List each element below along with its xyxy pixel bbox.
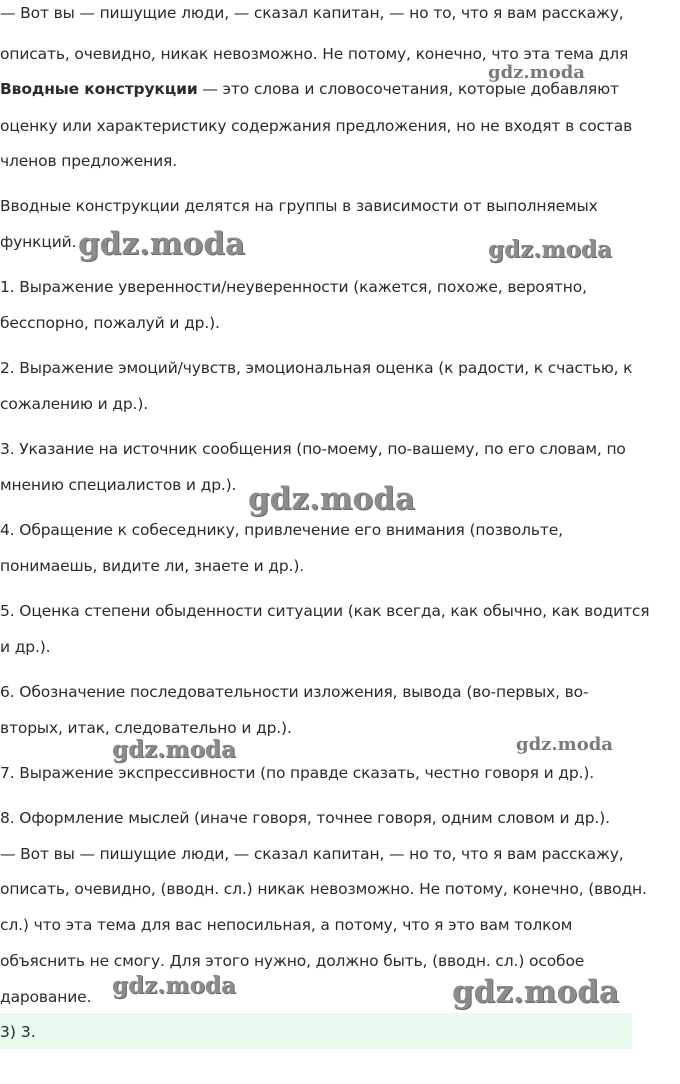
text-line: Вводные конструкции делятся на группы в зависимости от выполняемых (0, 197, 598, 215)
list-item: 8. Оформление мыслей (иначе говоря, точнее говоря, одним словом и др.). (0, 809, 610, 827)
text-line: — Вот вы — пишущие люди, — сказал капитан, — но то, что я вам расскажу, (0, 4, 624, 22)
quote-line: — Вот вы — пишущие люди, — сказал капитан, — но то, что я вам расскажу, (0, 845, 624, 863)
list-item: и др.). (0, 638, 51, 656)
list-item: 5. Оценка степени обыденности ситуации (как всегда, как обычно, как водится (0, 602, 650, 620)
watermark: gdz.moda (112, 736, 236, 763)
text-line: членов предложения. (0, 152, 178, 170)
list-item: сожалению и др.). (0, 395, 148, 413)
text-line: описать, очевидно, никак невозможно. Не потому, конечно, что эта тема для (0, 45, 629, 63)
list-item: 2. Выражение эмоций/чувств, эмоциональная оценка (к радости, к счастью, к (0, 359, 633, 377)
quote-line: сл.) что эта тема для вас непосильная, а потому, что я это вам толком (0, 916, 573, 934)
watermark: gdz.moda (488, 62, 585, 83)
quote-line: описать, очевидно, (вводн. сл.) никак невозможно. Не потому, конечно, (вводн. (0, 880, 647, 898)
watermark: gdz.moda (78, 226, 245, 262)
watermark: gdz.moda (488, 236, 612, 263)
watermark: gdz.moda (248, 481, 415, 517)
list-item: 3. Указание на источник сообщения (по-моему, по-вашему, по его словам, по (0, 440, 626, 458)
list-item: 1. Выражение уверенности/неуверенности (кажется, похоже, вероятно, (0, 278, 587, 296)
list-item: 6. Обозначение последовательности изложения, вывода (во-первых, во- (0, 683, 589, 701)
text-line: оценку или характеристику содержания предложения, но не входят в состав (0, 117, 633, 135)
list-item: 4. Обращение к собеседнику, привлечение его внимания (позвольте, (0, 521, 563, 539)
watermark: gdz.moda (452, 974, 619, 1010)
text-line: функций. (0, 233, 77, 251)
list-item: мнению специалистов и др.). (0, 476, 237, 494)
answer-text: 3) 3. (0, 1023, 36, 1041)
quote-line: объяснить не смогу. Для этого нужно, должно быть, (вводн. сл.) особое (0, 952, 585, 970)
watermark: gdz.moda (112, 972, 236, 999)
term-bold: Вводные конструкции (0, 80, 198, 98)
quote-line: дарование. (0, 988, 92, 1006)
list-item: вторых, итак, следовательно и др.). (0, 719, 292, 737)
watermark: gdz.moda (516, 734, 613, 755)
list-item: понимаешь, видите ли, знаете и др.). (0, 557, 305, 575)
answer-box (0, 1013, 632, 1049)
list-item: 7. Выражение экспрессивности (по правде сказать, честно говоря и др.). (0, 764, 595, 782)
list-item: бесспорно, пожалуй и др.). (0, 314, 220, 332)
definition-text: — это слова и словосочетания, которые добавляют (197, 80, 619, 98)
